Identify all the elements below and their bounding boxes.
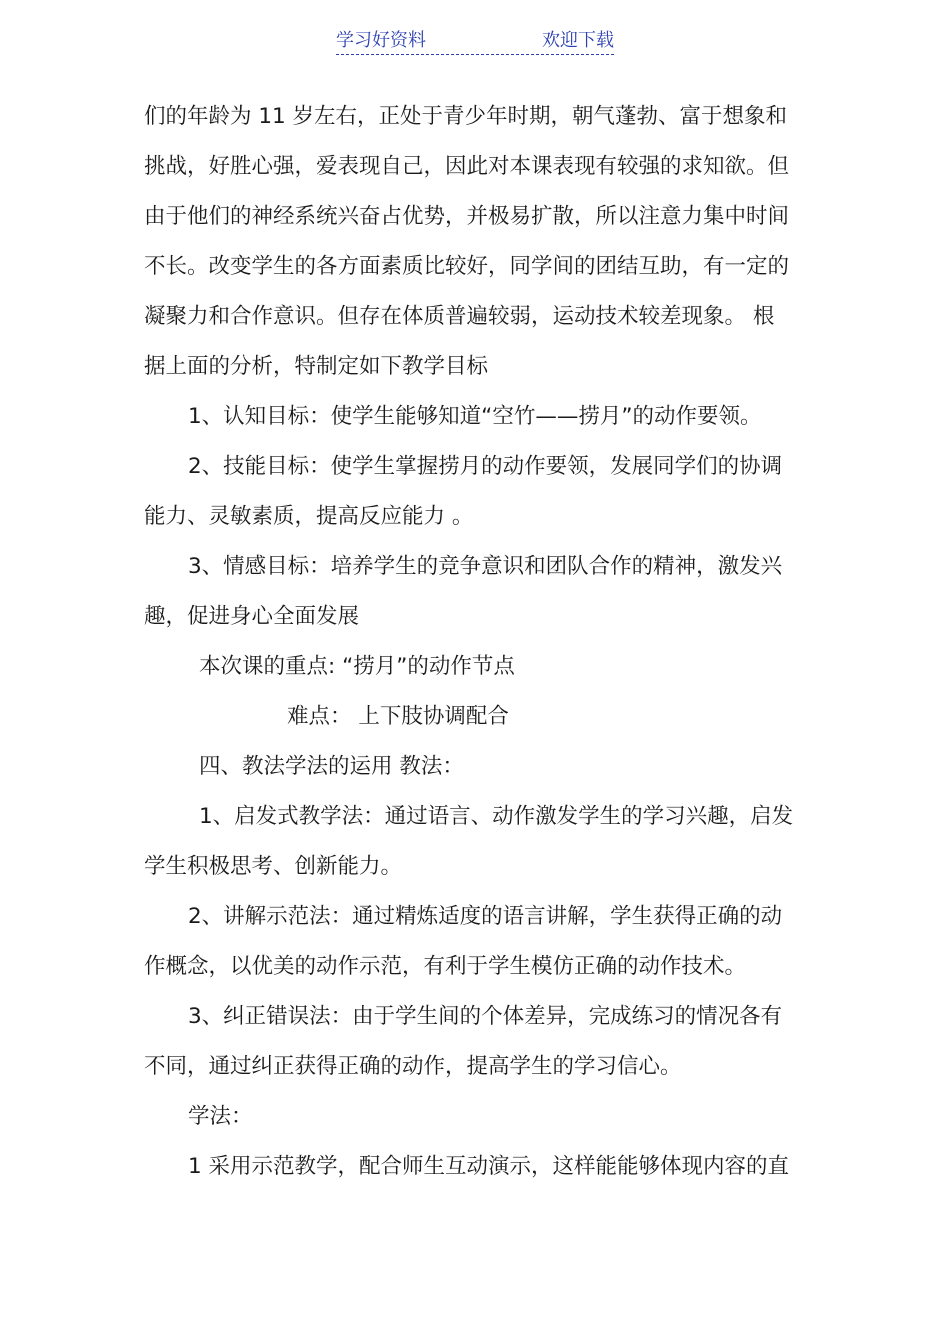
goal-emotional: 3、情感目标：培养学生的竞争意识和团队合作的精神，激发兴 xyxy=(188,554,783,579)
paragraph-line: 由于他们的神经系统兴奋占优势，并极易扩散，所以注意力集中时间 xyxy=(144,204,790,229)
key-point: 本次课的重点: “捞月”的动作节点 xyxy=(199,654,515,679)
header-left-text: 学习好资料 xyxy=(336,30,426,51)
method-heuristic: 1、启发式教学法：通过语言、动作激发学生的学习兴趣，启发 xyxy=(199,804,794,829)
paragraph-line: 挑战，好胜心强，爱表现自己，因此对本课表现有较强的求知欲。但 xyxy=(144,154,790,179)
page-header xyxy=(336,24,614,55)
paragraph-line: 学生积极思考、创新能力。 xyxy=(144,854,403,879)
method-demonstration: 2、讲解示范法：通过精炼适度的语言讲解，学生获得正确的动 xyxy=(188,904,783,929)
header-right-text: 欢迎下载 xyxy=(542,30,614,51)
learning-method-heading: 学法： xyxy=(188,1104,253,1129)
section-heading: 四、教法学法的运用 教法： xyxy=(199,754,464,779)
method-correction: 3、纠正错误法：由于学生间的个体差异，完成练习的情况各有 xyxy=(188,1004,783,1029)
paragraph-line: 不长。改变学生的各方面素质比较好，同学间的团结互助，有一定的 xyxy=(144,254,790,279)
paragraph-line: 能力、灵敏素质，提高反应能力 。 xyxy=(144,504,474,529)
paragraph-line: 据上面的分析，特制定如下教学目标 xyxy=(144,354,489,379)
difficult-point: 难点： 上下肢协调配合 xyxy=(287,704,509,729)
learning-method-item: 1 采用示范教学，配合师生互动演示，这样能能够体现内容的直 xyxy=(188,1154,790,1179)
goal-cognitive: 1、认知目标：使学生能够知道“空竹——捞月”的动作要领。 xyxy=(188,404,762,429)
paragraph-line: 不同，通过纠正获得正确的动作，提高学生的学习信心。 xyxy=(144,1054,682,1079)
document-body xyxy=(144,94,820,1194)
goal-skill: 2、技能目标：使学生掌握捞月的动作要领，发展同学们的协调 xyxy=(188,454,783,479)
paragraph-line: 凝聚力和合作意识。但存在体质普遍较弱，运动技术较差现象。 根 xyxy=(144,304,775,329)
paragraph-line: 趣，促进身心全面发展 xyxy=(144,604,360,629)
paragraph-line: 们的年龄为 11 岁左右，正处于青少年时期，朝气蓬勃、富于想象和 xyxy=(144,104,788,129)
paragraph-line: 作概念，以优美的动作示范，有利于学生模仿正确的动作技术。 xyxy=(144,954,747,979)
